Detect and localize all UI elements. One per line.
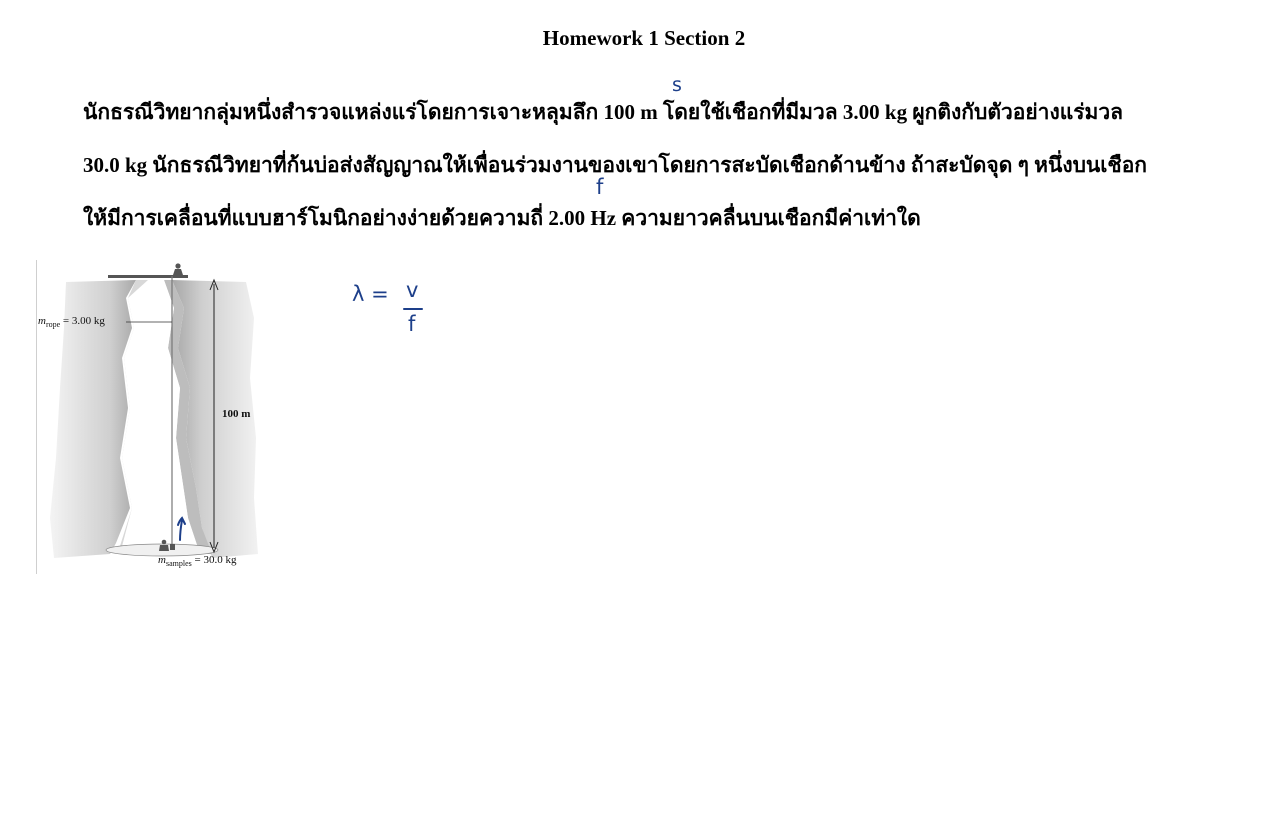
problem-line-3: ให้มีการเคลื่อนที่แบบฮาร์โมนิกอย่างง่ายด้วยความถี่ 2.00 Hz ความยาวคลื่นบนเชือกมีค่าเท่าใด xyxy=(83,206,921,230)
fraction-bar xyxy=(350,276,440,346)
samples-mass-label: $m_{samples} = 30.0$ kg xyxy=(158,554,237,569)
page-title: Homework 1 Section 2 xyxy=(542,26,746,50)
problem-line-1: นักธรณีวิทยากลุ่มหนึ่งสำรวจแหล่งแร่โดยการเจาะหลุมลึก 100 m โดยใช้เชือกที่มีมวล 3.00 kg ผูกติงกับตัวอย่างแร่มวล xyxy=(83,100,1124,124)
handwritten-f-note: f xyxy=(596,175,604,199)
handwritten-s-note: s xyxy=(672,74,682,96)
borehole-figure xyxy=(36,258,268,576)
formula-lhs: λ = xyxy=(352,282,389,306)
formula-denominator: f xyxy=(408,312,416,336)
formula-numerator: v xyxy=(406,278,419,302)
rope-mass-label: $m_{rope} = 3.00$ kg xyxy=(38,315,105,330)
handwritten-formula xyxy=(350,276,440,346)
problem-line-2: 30.0 kg นักธรณีวิทยาที่ก้นบ่อส่งสัญญาณให้เพื่อนร่วมงานของเขาโดยการสะบัดเชือกด้านข้าง ถ้าสะบัดจุด ๆ หนึ่งบนเชือก xyxy=(83,153,1148,177)
depth-label: 100 m xyxy=(222,408,251,420)
